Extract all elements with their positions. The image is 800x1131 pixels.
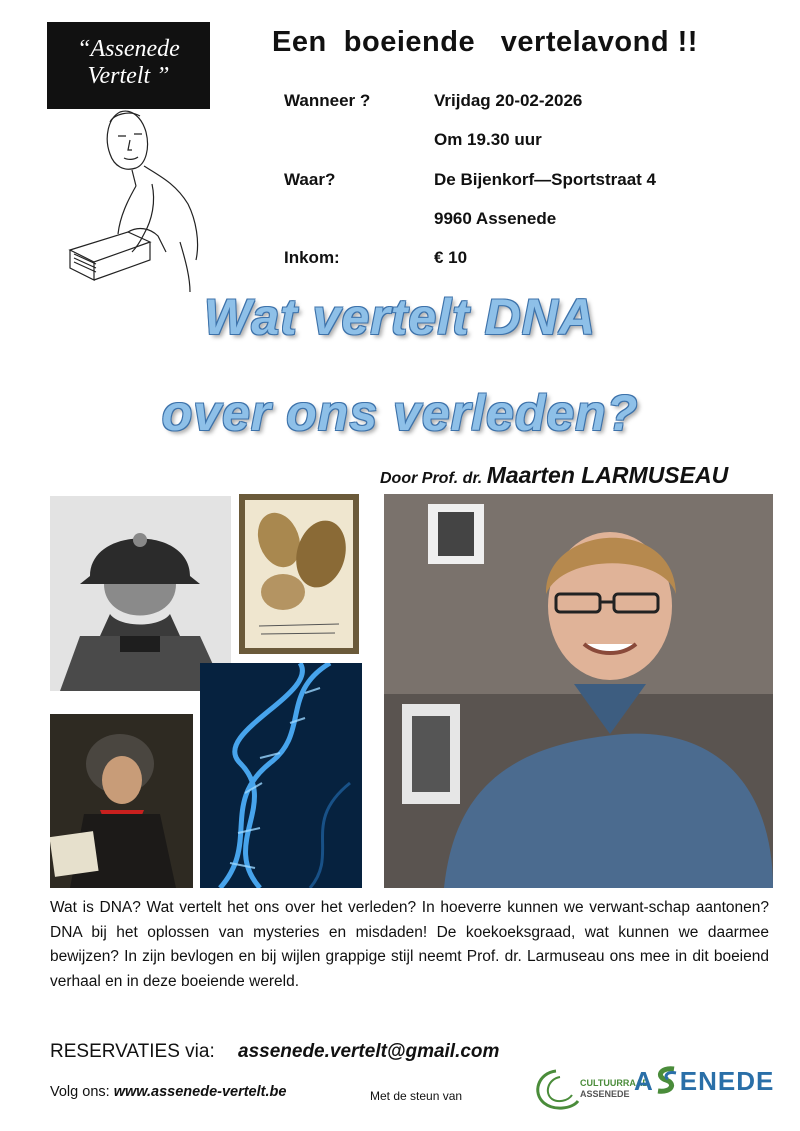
herbarium-leaves-photo (239, 494, 359, 654)
info-label-when: Wanneer ? (284, 91, 371, 110)
dna-helix-image (200, 663, 362, 888)
reservations-line (50, 1041, 499, 1063)
logo-line-2: Vertelt ” (87, 63, 170, 89)
speaker-photo (384, 494, 773, 888)
support-text: Met de steun van (370, 1089, 463, 1103)
event-description: Wat is DNA? Wat vertelt het ons over het verleden? In hoeverre kunnen we verwant-schap aantonen? DNA bij het oplossen van mysteries en misdaden! De koekoeksgraad, wat kunnen we daarmee bewijzen? In zijn bevlogen en bij wijlen grappige stijl neemt Prof. dr. Larmuseau ons mee in dit boeiend verhaal en in deze boeiende wereld. (50, 899, 769, 990)
soldier-portrait-photo (50, 496, 231, 691)
info-value-date: Vrijdag 20-02-2026 (434, 91, 583, 110)
speaker-name: Maarten LARMUSEAU (486, 462, 729, 488)
assenede-municipality-logo (634, 1065, 774, 1097)
info-value-time: Om 19.30 uur (434, 130, 542, 149)
talk-title-line-2: over ons verleden? (161, 385, 639, 441)
storyteller-drawing (40, 92, 240, 302)
reservations-label: RESERVATIES via: (50, 1041, 215, 1062)
speaker-byline (380, 462, 728, 489)
follow-line (50, 1084, 286, 1100)
info-value-price: € 10 (434, 248, 468, 267)
follow-label: Volg ons: (50, 1084, 110, 1100)
info-label-where: Waar? (284, 170, 336, 189)
cultuurraad-line-2: ASSENEDE (580, 1089, 630, 1099)
assenede-swoosh-icon (654, 1065, 680, 1095)
talk-title-line-1: Wat vertelt DNA (204, 289, 596, 345)
cultuurraad-line-1: CULTUURRAAD (580, 1078, 649, 1088)
assenede-logo-a: A (634, 1066, 654, 1096)
info-value-city: 9960 Assenede (434, 209, 557, 228)
byline-prefix: Door Prof. dr. (380, 470, 483, 487)
logo-line-1: “Assenede (77, 36, 180, 62)
info-label-entry: Inkom: (284, 248, 340, 267)
reservations-email-link[interactable]: assenede.vertelt@gmail.com (238, 1041, 500, 1062)
beethoven-portrait-image (50, 714, 193, 888)
event-headline: Een boeiende vertelavond !! (272, 26, 698, 58)
website-link[interactable]: www.assenede-vertelt.be (113, 1084, 287, 1100)
info-value-venue: De Bijenkorf—Sportstraat 4 (434, 170, 656, 189)
assenede-logo-rest: ENEDE (679, 1066, 775, 1096)
